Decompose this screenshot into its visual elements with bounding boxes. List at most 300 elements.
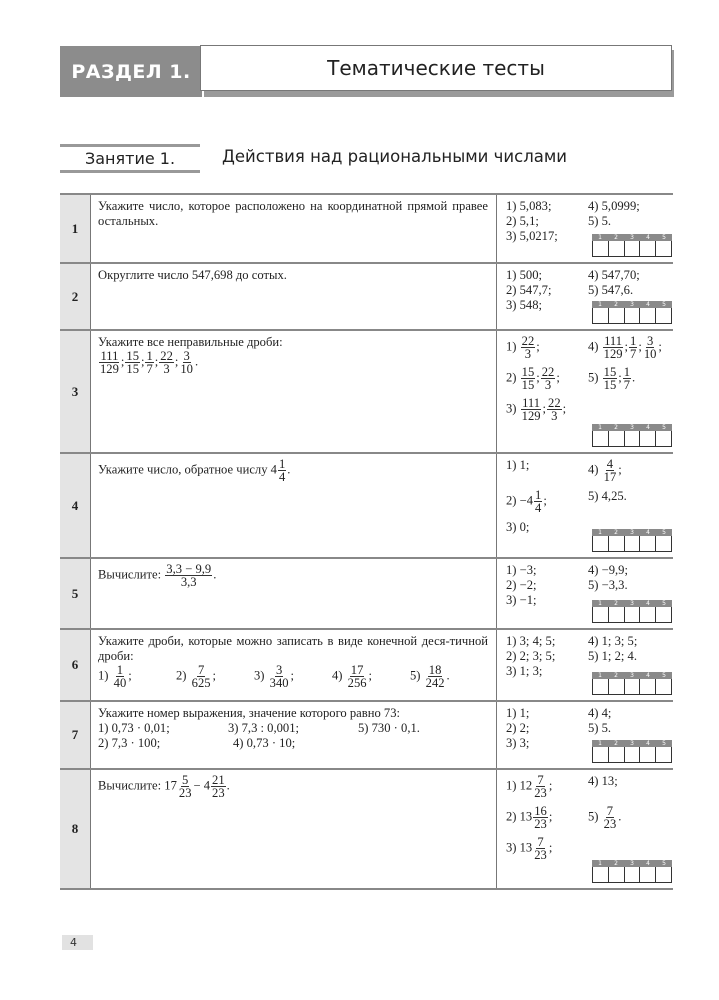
answer-options xyxy=(497,630,673,700)
text-run: 2) 2; 3; 5; xyxy=(506,649,556,663)
prompt-choice xyxy=(98,664,176,689)
text-run: 4) −9,9; xyxy=(588,563,628,577)
answer-box-label: 4 xyxy=(646,529,650,536)
answer-cell[interactable] xyxy=(593,679,609,694)
text-run: ; xyxy=(618,462,622,477)
question-prompt xyxy=(91,454,497,557)
question-number: 4 xyxy=(60,454,91,557)
text-run: ; xyxy=(638,339,642,354)
numerator: 15 xyxy=(603,365,617,379)
answer-cell[interactable] xyxy=(593,241,609,256)
answer-cell[interactable] xyxy=(656,241,671,256)
text-run: 1) 3; 4; 5; xyxy=(506,634,556,648)
text-run: 3) 1; 3; xyxy=(506,664,543,678)
text-run: ; xyxy=(154,354,159,369)
answer-box-label: 2 xyxy=(614,672,618,679)
denominator: 3 xyxy=(544,378,552,392)
answer-box-label: 5 xyxy=(662,600,666,607)
answer-cell[interactable] xyxy=(640,308,656,323)
text-run: 2) xyxy=(506,370,520,385)
fraction xyxy=(178,774,193,799)
text-run: 2) 2; xyxy=(506,721,530,735)
text-run: 4) 1; 3; 5; xyxy=(588,634,638,648)
fraction xyxy=(603,805,618,830)
answer-option xyxy=(506,805,588,830)
answer-box-label: 1 xyxy=(598,860,602,867)
answer-option xyxy=(588,283,673,298)
denominator: 17 xyxy=(603,470,617,484)
answer-box-label: 2 xyxy=(614,424,618,431)
section-title: Тематические тесты xyxy=(200,45,672,91)
fraction xyxy=(547,397,562,422)
denominator: 3,3 xyxy=(180,575,197,589)
answer-box-header xyxy=(592,740,672,747)
text-run: 1) −3; xyxy=(506,563,537,577)
answer-box-label: 4 xyxy=(646,234,650,241)
question-number: 7 xyxy=(60,702,91,768)
text-run: 1) 1; xyxy=(506,458,530,472)
answer-option xyxy=(506,649,588,664)
answer-option xyxy=(506,458,588,483)
text-run: 1) 500; xyxy=(506,268,543,282)
prompt-choice xyxy=(332,664,410,689)
text-run: . xyxy=(213,567,217,582)
fraction xyxy=(603,458,618,483)
answer-box-label: 3 xyxy=(630,529,634,536)
question-number: 3 xyxy=(60,331,91,452)
denominator: 625 xyxy=(191,676,211,690)
numerator: 111 xyxy=(522,396,541,410)
question-prompt xyxy=(91,331,497,452)
answer-cell[interactable] xyxy=(640,679,656,694)
text-run: 3) −1; xyxy=(506,593,537,607)
answer-cell[interactable] xyxy=(656,679,671,694)
answer-box-label: 2 xyxy=(614,740,618,747)
answer-box-label: 1 xyxy=(598,301,602,308)
answer-box-label: 2 xyxy=(614,529,618,536)
prompt-line xyxy=(98,458,488,483)
answer-cell[interactable] xyxy=(640,747,656,762)
question-number: 6 xyxy=(60,630,91,700)
question-number: 5 xyxy=(60,559,91,628)
fraction xyxy=(269,664,290,689)
text-run: Укажите число, которое расположено на координатной прямой правее остальных. xyxy=(98,199,488,228)
prompt-line xyxy=(98,335,488,350)
question-row xyxy=(60,630,673,702)
question-row xyxy=(60,702,673,770)
fraction xyxy=(278,458,286,483)
numerator: 1 xyxy=(116,663,124,677)
answer-cell[interactable] xyxy=(609,536,625,551)
answer-box-cells xyxy=(592,431,672,447)
fraction xyxy=(425,664,446,689)
prompt-choices xyxy=(98,664,488,689)
answer-option xyxy=(506,214,588,229)
answer-option xyxy=(506,634,588,649)
text-run: Укажите дроби, которые можно записать в виде конечной деся-тичной дроби: xyxy=(98,634,488,663)
fraction xyxy=(643,335,658,360)
prompt-choices xyxy=(98,721,488,736)
answer-cell[interactable] xyxy=(593,536,609,551)
fraction xyxy=(99,350,120,375)
fraction xyxy=(125,350,140,375)
text-run: 5) xyxy=(588,370,602,385)
text-run: 2) 7,3 · 100; xyxy=(98,736,161,750)
answer-box-label: 3 xyxy=(630,740,634,747)
fraction xyxy=(541,366,556,391)
numerator: 3 xyxy=(183,349,190,363)
answer-cell[interactable] xyxy=(625,431,641,446)
numerator: 111 xyxy=(100,349,119,363)
answer-options xyxy=(497,264,673,329)
numerator: 3 xyxy=(275,663,283,677)
numerator: 1 xyxy=(630,334,637,348)
text-run: 5) 730 · 0,1. xyxy=(358,721,420,735)
answer-option xyxy=(588,366,673,391)
text-run: 4) xyxy=(332,668,346,683)
fraction xyxy=(165,563,212,588)
fraction xyxy=(623,366,631,391)
text-run: 4) 13; xyxy=(588,774,618,788)
answer-box-label: 5 xyxy=(662,424,666,431)
options-grid xyxy=(506,335,673,422)
answer-option xyxy=(506,578,588,593)
answer-options xyxy=(497,454,673,557)
prompt-choice xyxy=(228,721,358,736)
denominator: 129 xyxy=(603,347,623,361)
answer-cell[interactable] xyxy=(593,867,609,882)
text-run: 3) 13 xyxy=(506,840,533,855)
text-run: 5) 4,25. xyxy=(588,489,627,503)
answer-box xyxy=(592,234,672,257)
text-run: 4) xyxy=(588,339,602,354)
question-prompt xyxy=(91,630,497,700)
denominator: 7 xyxy=(146,362,153,376)
answer-box-label: 3 xyxy=(630,600,634,607)
answer-cell[interactable] xyxy=(593,308,609,323)
text-run: ; xyxy=(536,339,540,354)
numerator: 15 xyxy=(521,365,535,379)
denominator: 7 xyxy=(623,378,631,392)
text-run: ; xyxy=(542,401,547,416)
numerator: 5 xyxy=(182,773,189,787)
lesson-label: Занятие 1. xyxy=(60,144,200,173)
page-number: 4 xyxy=(62,935,93,950)
answer-cell[interactable] xyxy=(656,607,671,622)
answer-box-cells xyxy=(592,241,672,257)
answer-cell[interactable] xyxy=(625,607,641,622)
answer-cell[interactable] xyxy=(656,867,671,882)
denominator: 23 xyxy=(534,817,547,831)
answer-box-label: 4 xyxy=(646,740,650,747)
text-run: 2) −4 xyxy=(506,493,534,508)
answer-cell[interactable] xyxy=(609,679,625,694)
answer-box-label: 4 xyxy=(646,600,650,607)
text-run: . xyxy=(194,354,199,369)
lesson-title: Действия над рациональными числами xyxy=(222,147,568,166)
text-run: 5) 5. xyxy=(588,214,612,228)
answer-option xyxy=(506,366,588,391)
answer-option xyxy=(506,283,588,298)
text-run: . xyxy=(287,462,291,477)
answer-box xyxy=(592,860,672,883)
text-run: 1) 12 xyxy=(506,778,533,793)
answer-box-label: 2 xyxy=(614,301,618,308)
text-run: 4) 0,73 · 10; xyxy=(233,736,296,750)
answer-cell[interactable] xyxy=(609,241,625,256)
answer-box-header xyxy=(592,860,672,867)
text-run: 2) 13 xyxy=(506,809,533,824)
text-run: ; xyxy=(120,354,125,369)
answer-option xyxy=(506,593,588,608)
text-run: Укажите число, обратное числу 4 xyxy=(98,462,277,477)
answer-cell[interactable] xyxy=(640,607,656,622)
answer-box-header xyxy=(592,424,672,431)
answer-box-cells xyxy=(592,308,672,324)
answer-option xyxy=(588,458,673,483)
question-prompt xyxy=(91,702,497,768)
question-row xyxy=(60,559,673,630)
fraction xyxy=(191,664,212,689)
answer-cell[interactable] xyxy=(656,536,671,551)
denominator: 7 xyxy=(630,347,637,361)
answer-option xyxy=(588,268,673,283)
denominator: 3 xyxy=(524,347,532,361)
fraction xyxy=(533,836,548,861)
text-run: . xyxy=(446,668,450,683)
text-run: 3) xyxy=(254,668,268,683)
text-run: ; xyxy=(140,354,145,369)
answer-cell[interactable] xyxy=(640,536,656,551)
answer-box xyxy=(592,424,672,447)
fraction xyxy=(145,350,153,375)
denominator: 15 xyxy=(521,378,535,392)
answer-box-label: 5 xyxy=(662,529,666,536)
denominator: 242 xyxy=(425,676,445,690)
answer-cell[interactable] xyxy=(640,431,656,446)
answer-options xyxy=(497,331,673,452)
denominator: 40 xyxy=(113,676,127,690)
text-run: Вычислите: xyxy=(98,567,165,582)
prompt-line xyxy=(98,634,488,664)
answer-box xyxy=(592,672,672,695)
answer-option xyxy=(588,805,673,830)
answer-box-label: 4 xyxy=(646,301,650,308)
denominator: 23 xyxy=(534,786,547,800)
fraction xyxy=(629,335,637,360)
numerator: 21 xyxy=(212,773,225,787)
answer-box-label: 2 xyxy=(614,600,618,607)
answer-cell[interactable] xyxy=(656,308,671,323)
question-prompt xyxy=(91,770,497,888)
answer-option xyxy=(588,214,673,229)
answer-box-label: 1 xyxy=(598,424,602,431)
numerator: 22 xyxy=(160,349,173,363)
text-run: ; xyxy=(548,778,553,793)
answer-option xyxy=(588,649,673,664)
answer-option xyxy=(506,335,588,360)
question-prompt xyxy=(91,559,497,628)
answer-option xyxy=(506,520,588,535)
answer-cell[interactable] xyxy=(593,431,609,446)
question-row xyxy=(60,454,673,559)
text-run: 3) 5,0217; xyxy=(506,229,558,243)
denominator: 15 xyxy=(126,362,139,376)
answer-cell[interactable] xyxy=(609,308,625,323)
answer-option xyxy=(506,836,588,861)
answer-option xyxy=(588,706,673,721)
fraction xyxy=(534,489,542,514)
answer-option xyxy=(506,229,588,244)
text-run: 1) xyxy=(506,339,520,354)
answer-cell[interactable] xyxy=(625,241,641,256)
answer-cell[interactable] xyxy=(625,536,641,551)
text-run: ; xyxy=(548,840,553,855)
text-run: Вычислите: 17 xyxy=(98,778,177,793)
text-run: 4) 5,0999; xyxy=(588,199,640,213)
answer-box-label: 2 xyxy=(614,234,618,241)
answer-cell[interactable] xyxy=(609,607,625,622)
numerator: 16 xyxy=(534,804,547,818)
text-run: ; xyxy=(543,493,547,508)
answer-box-label: 3 xyxy=(630,301,634,308)
answer-options xyxy=(497,770,673,888)
answer-box-label: 5 xyxy=(662,860,666,867)
numerator: 22 xyxy=(541,365,555,379)
fraction xyxy=(113,664,128,689)
numerator: 15 xyxy=(126,349,139,363)
denominator: 3 xyxy=(163,362,170,376)
text-run: . xyxy=(226,778,230,793)
text-run: 5) 5. xyxy=(588,721,612,735)
answer-option xyxy=(588,578,673,593)
fraction xyxy=(179,350,194,375)
text-run: 1) 5,083; xyxy=(506,199,552,213)
text-run: ; xyxy=(536,370,540,385)
answer-cell[interactable] xyxy=(625,747,641,762)
numerator: 1 xyxy=(278,457,286,471)
answer-cell[interactable] xyxy=(656,431,671,446)
answer-cell[interactable] xyxy=(593,607,609,622)
numerator: 22 xyxy=(521,334,535,348)
denominator: 23 xyxy=(603,817,617,831)
text-run: 1) 0,73 · 0,01; xyxy=(98,721,170,735)
denominator: 23 xyxy=(178,786,192,800)
question-row xyxy=(60,195,673,264)
answer-cell[interactable] xyxy=(609,747,625,762)
options-grid xyxy=(506,774,673,861)
text-run: 4) 547,70; xyxy=(588,268,640,282)
denominator: 10 xyxy=(643,347,657,361)
answer-box-label: 4 xyxy=(646,860,650,867)
answer-option xyxy=(588,721,673,736)
text-run: ; xyxy=(212,668,217,683)
prompt-line xyxy=(98,774,488,799)
text-run: 2) 547,7; xyxy=(506,283,552,297)
answer-box-label: 1 xyxy=(598,600,602,607)
answer-option xyxy=(506,199,588,214)
question-row xyxy=(60,331,673,454)
numerator: 22 xyxy=(548,396,561,410)
numerator: 7 xyxy=(197,663,205,677)
answer-box xyxy=(592,301,672,324)
text-run: ; xyxy=(562,401,567,416)
text-run: 2) xyxy=(176,668,190,683)
text-run: 3) 3; xyxy=(506,736,530,750)
questions-table xyxy=(60,193,673,890)
answer-cell[interactable] xyxy=(593,747,609,762)
answer-box-header xyxy=(592,301,672,308)
fraction xyxy=(533,805,548,830)
text-run: 2) 5,1; xyxy=(506,214,539,228)
answer-box-label: 3 xyxy=(630,424,634,431)
answer-option xyxy=(506,298,588,313)
question-row xyxy=(60,770,673,890)
answer-cell[interactable] xyxy=(656,747,671,762)
question-number: 8 xyxy=(60,770,91,888)
answer-option xyxy=(506,563,588,578)
answer-cell[interactable] xyxy=(625,867,641,882)
answer-cell[interactable] xyxy=(609,431,625,446)
answer-option xyxy=(588,634,673,649)
answer-box-header xyxy=(592,234,672,241)
text-run: . xyxy=(618,809,622,824)
answer-box xyxy=(592,529,672,552)
text-run: . xyxy=(632,370,636,385)
text-run: 3) 548; xyxy=(506,298,543,312)
answer-cell[interactable] xyxy=(609,867,625,882)
prompt-choice xyxy=(254,664,332,689)
prompt-line xyxy=(98,350,488,375)
answer-box-label: 4 xyxy=(646,672,650,679)
answer-cell[interactable] xyxy=(640,867,656,882)
answer-option xyxy=(588,335,673,360)
numerator: 4 xyxy=(606,457,614,471)
denominator: 256 xyxy=(347,676,367,690)
numerator: 3,3 − 9,9 xyxy=(166,562,212,576)
answer-cell[interactable] xyxy=(640,241,656,256)
answer-box-label: 1 xyxy=(598,529,602,536)
prompt-choice xyxy=(410,664,488,689)
answer-option xyxy=(588,489,673,514)
answer-option xyxy=(588,774,673,799)
answer-option xyxy=(506,706,588,721)
fraction xyxy=(603,335,624,360)
text-run: Округлите число 547,698 до сотых. xyxy=(98,268,287,282)
answer-option xyxy=(506,489,588,514)
numerator: 7 xyxy=(537,835,544,849)
text-run: 5) 1; 2; 4. xyxy=(588,649,637,663)
text-run: 2) −2; xyxy=(506,578,537,592)
answer-cell[interactable] xyxy=(625,308,641,323)
answer-cell[interactable] xyxy=(625,679,641,694)
prompt-line xyxy=(98,563,488,588)
text-run: 1) 1; xyxy=(506,706,530,720)
text-run: ; xyxy=(368,668,373,683)
prompt-choice xyxy=(233,736,368,751)
answer-option xyxy=(506,721,588,736)
prompt-choice xyxy=(176,664,254,689)
answer-options xyxy=(497,702,673,768)
answer-box-header xyxy=(592,529,672,536)
fraction xyxy=(521,335,536,360)
denominator: 340 xyxy=(269,676,289,690)
prompt-line xyxy=(98,706,488,721)
prompt-choice xyxy=(98,736,233,751)
denominator: 4 xyxy=(535,501,542,515)
question-number: 2 xyxy=(60,264,91,329)
numerator: 111 xyxy=(604,334,623,348)
